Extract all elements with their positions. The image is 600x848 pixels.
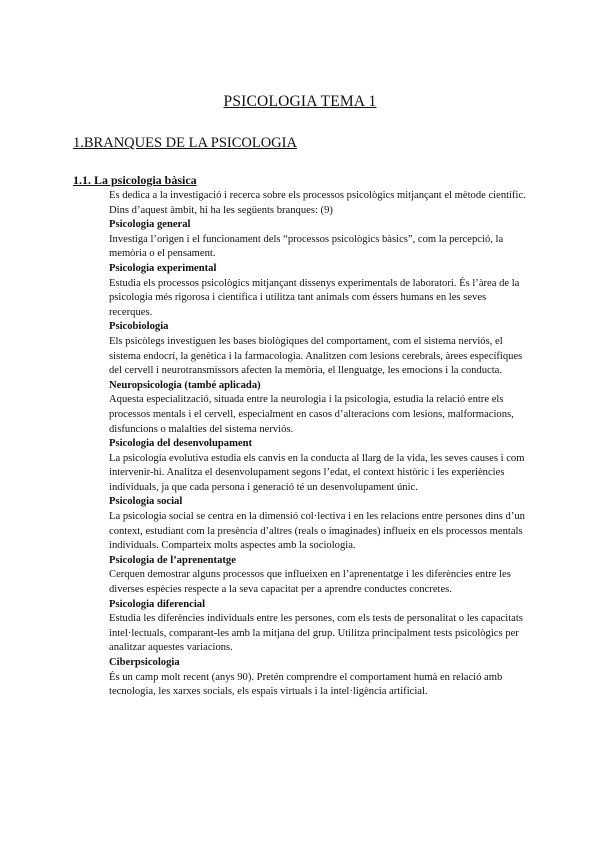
- branch-description: Aquesta especialització, situada entre la neurologia i la psicologia, estudia la relació entre els processos mentals i el cervell, especialment en casos d’alteracions com lesions, malformacions, disfuncions o malalties del sistema nerviós.: [109, 394, 514, 435]
- branch-description: Estudia els processos psicològics mitjançant dissenys experimentals de laboratori. És l’àrea de la psicologia més rigorosa i científica i utilitza tant animals com éssers humans en les seves recerques.: [109, 277, 520, 318]
- branch-heading: Psicologia diferencial: [109, 598, 206, 610]
- page-title: PSICOLOGIA TEMA 1: [223, 93, 377, 110]
- subsection-heading: 1.1. La psicologia bàsica: [73, 173, 197, 187]
- branch-heading: Ciberpsicologia: [109, 657, 180, 668]
- branch-description: La psicologia evolutiva estudia els canvis en la conducta al llarg de la vida, les seves causes i com intervenir-hi. Analitza el desenvolupament segons l’edat, el context històric i les experiències individuals, ja que cada persona i generació té un desenvolupament únic.: [109, 452, 525, 493]
- intro-paragraph: Es dedica a la investigació i recerca sobre els processos psicològics mitjançant el mètode científic.: [109, 190, 526, 201]
- branch-description: Investiga l’origen i el funcionament dels “processos psicològics bàsics”, com la percepció, la memòria o el pensament.: [109, 233, 504, 260]
- branch-heading: Psicologia del desenvolupament: [109, 438, 253, 450]
- branch-heading: Psicologia social: [109, 496, 183, 508]
- content-body: [109, 189, 527, 700]
- section-heading: 1.BRANQUES DE LA PSICOLOGIA: [73, 135, 297, 151]
- branch-description: És un camp molt recent (anys 90). Pretén comprendre el comportament humà en relació amb tecnologia, les xarxes socials, els espais virtuals i la intel·ligència artificial.: [109, 671, 503, 698]
- branch-description: Cerquen demostrar alguns processos que influeixen en l’aprenentatge i les diferències entre les diverses espècies respecte a la seva capacitat per a aprendre conductes concretes.: [109, 569, 511, 596]
- branch-heading: Neuropsicologia (també aplicada): [109, 379, 261, 391]
- branch-heading: Psicologia de l’aprenentatge: [109, 554, 236, 566]
- branch-heading: Psicologia experimental: [109, 262, 217, 274]
- branch-heading: Psicobiologia: [109, 321, 169, 333]
- branch-description: Estudia les diferències individuals entre les persones, com els tests de personalitat o les capacitats intel·lectuals, comparant-les amb la mitjana del grup. Utilitza principalment tests psicològics per analitzar aquestes variacions.: [109, 613, 523, 654]
- branch-description: Els psicòlegs investiguen les bases biològiques del comportament, com el sistema nerviós, el sistema endocrí, la genètica i la farmacologia. Analitzen com lesions cerebrals, àrees específiques del cervell i neurotransmissors afecten la memòria, el llenguatge, les emocions i la conducta.: [109, 335, 523, 377]
- branch-heading: Psicologia general: [109, 219, 191, 231]
- intro-branches-line: Dins d’aquest àmbit, hi ha les següents branques: (9): [109, 204, 333, 216]
- branch-description: La psicologia social se centra en la dimensió col·lectiva i en les relacions entre persones dins d’un context, estudiant com la presència d’altres (reals o imaginades) influeix en els processos mentals individuals. Comparteix molts aspectes amb la sociologia.: [109, 511, 525, 552]
